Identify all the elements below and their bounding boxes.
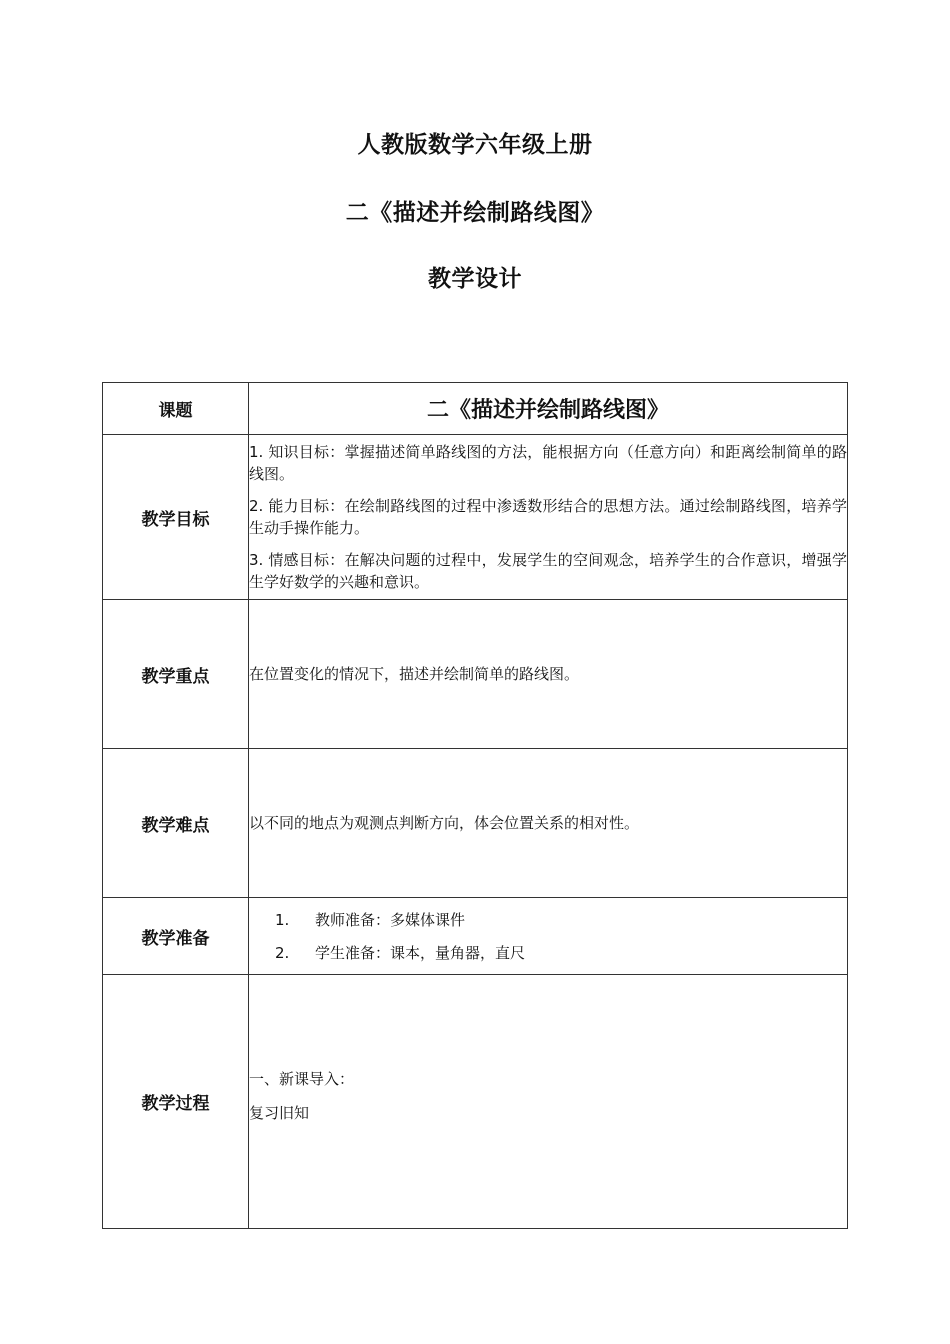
table-row-process — [103, 975, 848, 1229]
table-row-preparation — [103, 898, 848, 975]
process-label: 教学过程 — [103, 975, 249, 1229]
key-points-value: 在位置变化的情况下，描述并绘制简单的路线图。 — [249, 600, 848, 749]
objectives-label: 教学目标 — [103, 435, 249, 600]
list-item-number: 1. — [275, 910, 290, 929]
preparation-label: 教学准备 — [103, 898, 249, 975]
process-content — [249, 975, 848, 1229]
process-line: 复习旧知 — [249, 1103, 310, 1122]
key-points-label: 教学重点 — [103, 600, 249, 749]
lesson-title: 二《描述并绘制路线图》 — [345, 200, 605, 226]
list-item-text: 教师准备：多媒体课件 — [315, 910, 466, 929]
document-title: 人教版数学六年级上册 — [357, 132, 593, 158]
difficulties-value: 以不同的地点为观测点判断方向，体会位置关系的相对性。 — [249, 749, 848, 898]
list-item-text: 学生准备：课本，量角器，直尺 — [315, 943, 526, 962]
objective-item-ability: 2. 能力目标：在绘制路线图的过程中渗透数形结合的思想方法。通过绘制路线图，培养学生动手操作能力。 — [249, 497, 847, 537]
list-item — [249, 942, 847, 964]
table-row-key-points — [103, 600, 848, 749]
objective-item-emotion: 3. 情感目标：在解决问题的过程中，发展学生的空间观念，培养学生的合作意识，增强学生学好数学的兴趣和意识。 — [249, 551, 847, 591]
lesson-plan-table — [102, 382, 848, 1229]
list-item — [249, 909, 847, 931]
process-line: 一、新课导入： — [249, 1069, 355, 1088]
table-row-objectives — [103, 435, 848, 600]
topic-value: 二《描述并绘制路线图》 — [249, 383, 848, 435]
topic-label: 课题 — [103, 383, 249, 435]
table-row-topic — [103, 383, 848, 435]
difficulties-label: 教学难点 — [103, 749, 249, 898]
objective-item-knowledge: 1. 知识目标：掌握描述简单路线图的方法，能根据方向（任意方向）和距离绘制简单的路线图。 — [249, 443, 847, 483]
document-subtitle: 教学设计 — [428, 266, 522, 292]
list-item-number: 2. — [275, 943, 290, 962]
table-row-difficulties — [103, 749, 848, 898]
preparation-content — [249, 898, 848, 975]
objectives-content — [249, 435, 848, 600]
